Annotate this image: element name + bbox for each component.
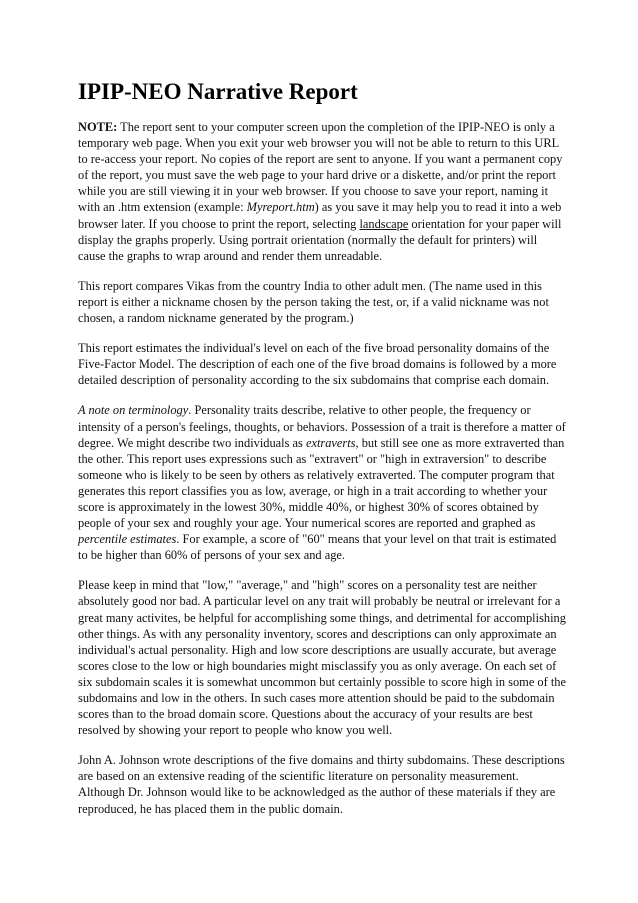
terminology-text-1: . Personality traits describe, relative to other people, the frequency or intensity of a person's feelings, thoughts, or behaviors. Possession of a trait is therefore a matter of degree. We might describe two individuals as: [78, 403, 566, 450]
caution-paragraph: Please keep in mind that "low," "average," and "high" scores on a personality test are neither absolutely good nor bad. A particular level on any trait will probably be neutral or irrelevant for a great many activites, be helpful for accomplishing some things, and detrimental for accomplishing other things. As with any personality inventory, scores and descriptions can only approximate an individual's actual personality. High and low score descriptions are usually accurate, but average scores close to the low or high boundaries might misclassify you as only average. On each set of six subdomain scales it is somewhat uncommon but certainly possible to score high in some of the subdomains and low in the others. In such cases more attention should be paid to the subdomain scores than to the broad domain score. Questions about the accuracy of your results are best resolved by showing your report to people who know you well.: [78, 578, 566, 738]
term-percentile-estimates: percentile estimates: [78, 532, 177, 547]
note-text-3: orientation for your paper will display the graphs properly. Using portrait orientation (normally the default for printers) will cause the graphs to wrap around and render them unreadable.: [78, 216, 562, 263]
comparison-paragraph: This report compares Vikas from the country India to other adult men. (The name used in this report is either a nickname chosen by the person taking the test, or, if a valid nickname was not chosen, a random nickname generated by the program.): [78, 278, 549, 326]
filename-example: Myreport.htm: [246, 200, 315, 215]
report-page: [78, 78, 566, 831]
author-paragraph: John A. Johnson wrote descriptions of the five domains and thirty subdomains. These descriptions are based on an extensive reading of the scientific literature on personality measurement. Although Dr. Johnson would like to be acknowledged as the author of these materials if they are reproduced, he has placed them in the public domain.: [78, 753, 565, 816]
note-paragraph: [78, 119, 566, 264]
terminology-heading: A note on terminology: [78, 403, 189, 418]
terminology-text-3: . For example, a score of "60" means that your level on that trait is estimated to be higher than 60% of persons of your sex and age.: [78, 532, 557, 563]
landscape-word: landscape: [359, 216, 409, 231]
note-label: NOTE:: [78, 120, 118, 134]
terminology-text-2: , but still see one as more extraverted than the other. This report uses expressions such as "extravert" or "high in extraversion" to describe someone who is likely to be seen by others as relatively extraverted. The computer program that generates this report classifies you as low, average, or high in a trait according to whether your score is approximately in the lowest 30%, middle 40%, or highest 30% of scores obtained by people of your sex and roughly your age. Your numerical scores are reported and graphed as: [78, 435, 565, 531]
estimates-paragraph: This report estimates the individual's level on each of the five broad personality domains of the Five-Factor Model. The description of each one of the five broad domains is followed by a more detailed description of personality according to the six subdomains that comprise each domain.: [78, 341, 557, 388]
term-extraverts: extraverts: [305, 435, 356, 450]
note-text-2: ) as you save it may help you to read it into a web browser later. If you choose to print the report, selecting: [78, 200, 562, 231]
terminology-paragraph: [78, 402, 566, 563]
page-title: IPIP-NEO Narrative Report: [78, 79, 358, 104]
note-text-1: The report sent to your computer screen upon the completion of the IPIP-NEO is only a temporary web page. When you exit your web browser you will not be able to return to this URL to re-access your report. No copies of the report are sent to anyone. If you want a permanent copy of the report, you must save the web page to your hard drive or a diskette, and/or print the report while you are still viewing it in your web browser. If you choose to save your report, naming it with an .htm extension (example:: [78, 120, 563, 215]
